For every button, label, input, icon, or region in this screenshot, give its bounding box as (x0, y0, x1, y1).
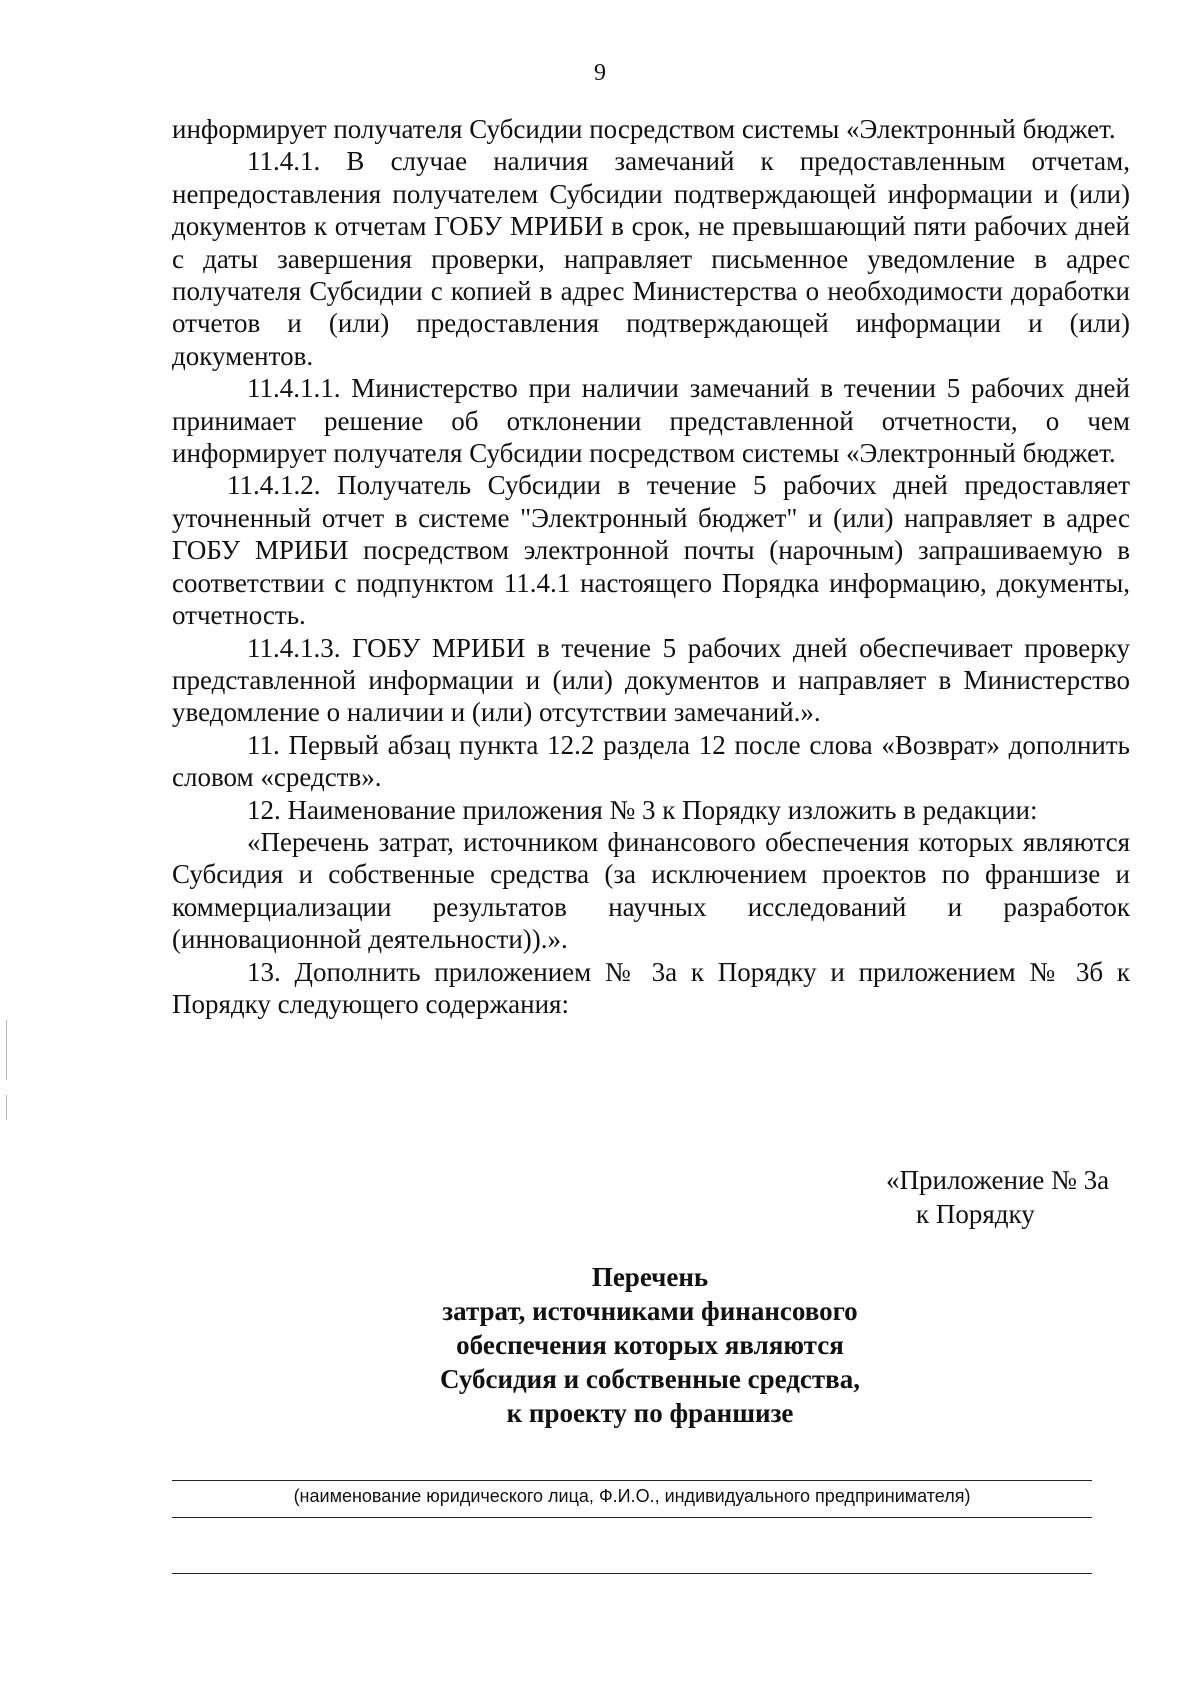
paragraph-11: 11. Первый абзац пункта 12.2 раздела 12 после слова «Возврат» дополнить словом «средств». (172, 729, 1130, 793)
document-body (172, 113, 1130, 1020)
appendix-label-line-1: «Приложение № 3а (886, 1165, 1110, 1195)
scan-artifact-mark (6, 1020, 7, 1080)
title-line-5: к проекту по франшизе (506, 1398, 794, 1428)
title-line-2: затрат, источниками финансового (442, 1296, 858, 1326)
appendix-label (886, 1163, 1109, 1231)
paragraph-11-4-1: 11.4.1. В случае наличия замечаний к предоставленным отчетам, непредоставления получателем Субсидии подтверждающей информации и (или) документов к отчетам ГОБУ МРИБИ в срок, не превышающий пяти рабочих дней с даты завершения проверки, направляет письменное уведомление в адрес получателя Субсидии с копией в адрес Министерства о необходимости доработки отчетов и (или) предоставления подтверждающей информации и (или) документов. (172, 146, 1130, 371)
paragraph-12: 12. Наименование приложения № 3 к Порядку изложить в редакции: (247, 794, 1038, 825)
scan-artifact-mark (6, 1095, 7, 1120)
paragraph-11-4-1-3: 11.4.1.3. ГОБУ МРИБИ в течение 5 рабочих дней обеспечивает проверку представленной информации и (или) документов и направляет в Министерство уведомление о наличии и (или) отсутствии замечаний.». (172, 632, 1130, 728)
paragraph-13: 13. Дополнить приложением № 3а к Порядку и приложением № 3б к Порядку следующего содержания: (172, 956, 1130, 1019)
paragraph-12-quote: «Перечень затрат, источником финансового обеспечения которых являются Субсидия и собственные средства (за исключением проектов по франшизе и коммерциализации результатов научных исследований и разработок (инновационной деятельности)).». (172, 826, 1130, 955)
blank-line-2 (172, 1517, 1092, 1518)
paragraph-11-4-1-1: 11.4.1.1. Министерство при наличии замечаний в течении 5 рабочих дней принимает решение об отклонении представленной отчетности, о чем информирует получателя Субсидии посредством системы «Электронный бюджет. (172, 373, 1130, 469)
document-title (400, 1260, 900, 1430)
blank-line-3 (172, 1573, 1092, 1574)
blank-caption: (наименование юридического лица, Ф.И.О., индивидуального предпринимателя) (293, 1486, 971, 1506)
title-line-4: Субсидия и собственные средства, (440, 1364, 860, 1394)
blank-line-name (172, 1480, 1092, 1481)
appendix-label-line-2: к Порядку (916, 1199, 1035, 1229)
title-line-1: Перечень (591, 1262, 709, 1292)
paragraph-continuation: информирует получателя Субсидии посредством системы «Электронный бюджет. (172, 114, 1116, 144)
paragraph-11-4-1-2: 11.4.1.2. Получатель Субсидии в течение 5 рабочих дней предоставляет уточненный отчет в системе "Электронный бюджет" и (или) направляет в адрес ГОБУ МРИБИ посредством электронной почты (нарочным) запрашиваемую в соответствии с подпунктом 11.4.1 настоящего Порядка информацию, документы, отчетность. (172, 470, 1130, 631)
page-number: 9 (594, 60, 606, 86)
title-line-3: обеспечения которых являются (456, 1330, 844, 1360)
